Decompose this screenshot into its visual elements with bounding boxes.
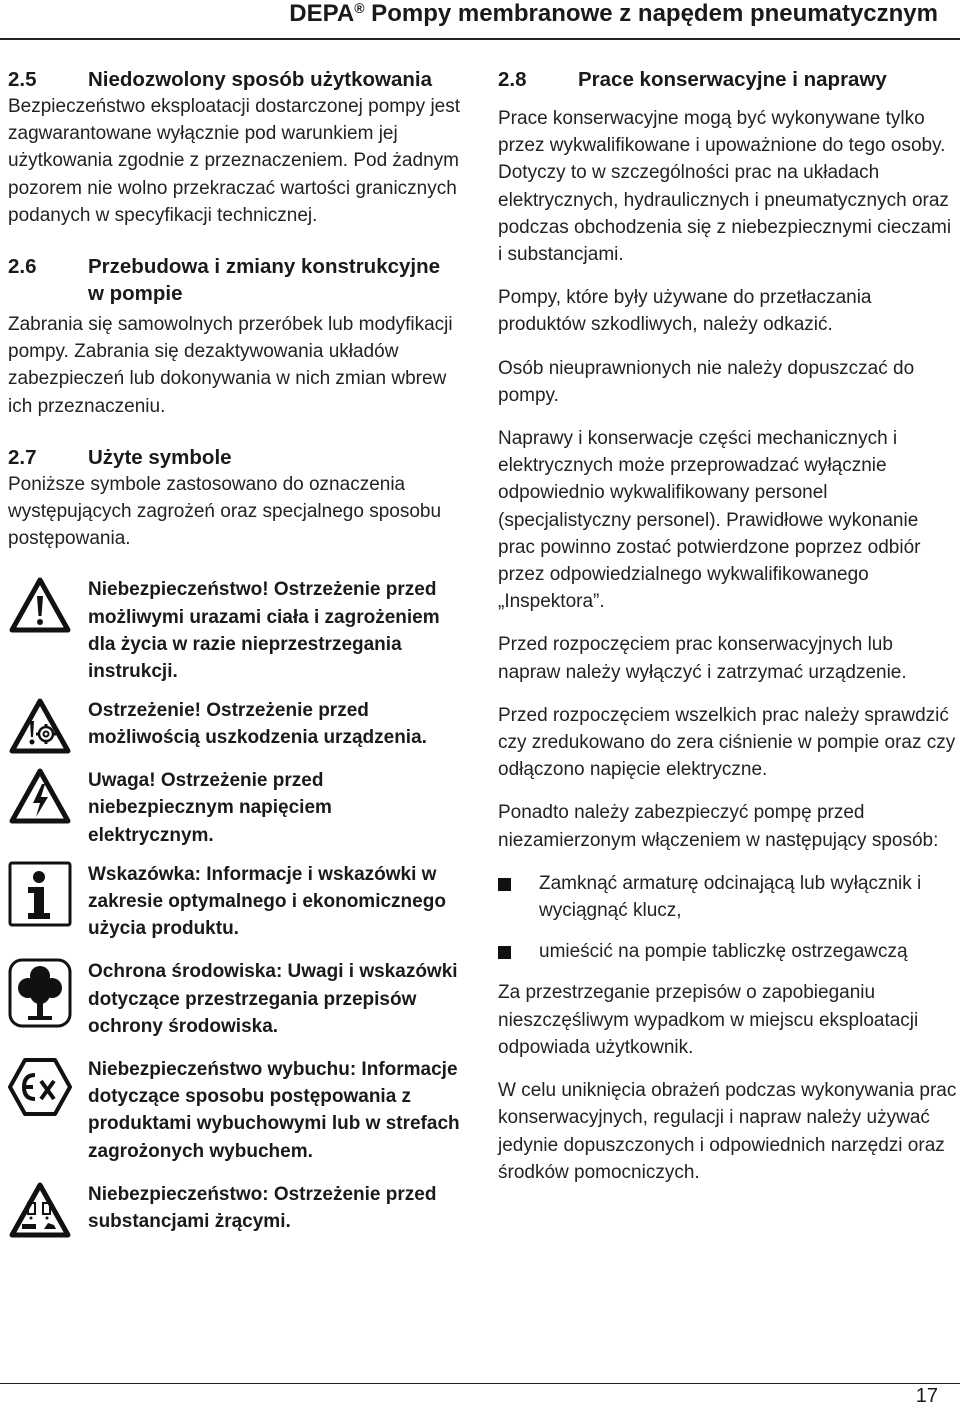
header-divider: [0, 38, 960, 40]
header-title: [289, 0, 938, 28]
header-title-rest: Pompy membranowe z napędem pneumatycznym: [364, 0, 938, 27]
bullet-list: [498, 870, 958, 966]
header-brand: DEPA: [289, 0, 355, 27]
section-number: 2.8: [498, 68, 527, 91]
section-2-6-body: Zabrania się samowolnych przeróbek lub modyfikacji pompy. Zabrania się dezaktywowania układów zabezpieczeń lub dokonywania w nich zmian wbrew ich przeznaczeniu.: [8, 314, 453, 417]
section-title: Prace konserwacyjne i naprawy: [578, 68, 887, 91]
list-item: [498, 870, 958, 924]
symbol-info-row: [8, 861, 460, 943]
paragraph-4: Naprawy i konserwacje części mechanicznych i elektrycznych może przeprowadzać wyłącznie odpowiednio wykwalifikowany personel (specjalistyczny personel). Prawidłowe wykonanie prac powinno zostać potwierdzone poprzez odbiór przez odpowiedzialnego wykwalifikowanego „Inspektora”.: [498, 428, 921, 613]
square-bullet-icon: [498, 878, 511, 891]
section-number: 2.7: [8, 445, 37, 469]
warning-triangle-gear-icon: [8, 697, 88, 755]
info-i-icon: [8, 861, 88, 927]
page-number: 17: [915, 1385, 938, 1407]
left-column: [8, 66, 460, 1239]
symbol-environment-text: Ochrona środowiska: Uwagi i wskazówki dotyczące przestrzegania przepisów ochrony środowiska.: [88, 961, 458, 1037]
paragraph-9: W celu uniknięcia obrażeń podczas wykonywania prac konserwacyjnych, regulacji i napraw należy używać jedynie dopuszczonych i odpowiednich narzędzi oraz środków pomocniczych.: [498, 1080, 957, 1183]
bullet-text: umieścić na pompie tabliczkę ostrzegawczą: [539, 941, 908, 963]
section-title: Niedozwolony sposób użytkowania: [88, 68, 432, 91]
section-number: 2.6: [8, 255, 37, 279]
list-item: [498, 938, 958, 965]
symbol-danger-row: [8, 576, 460, 685]
section-2-7-heading: [8, 444, 460, 471]
paragraph-3: Osób nieuprawnionych nie należy dopuszczać do pompy.: [498, 357, 915, 406]
paragraph-6: Przed rozpoczęciem wszelkich prac należy sprawdzić czy zredukowano do zera ciśnienie w pompie oraz czy odłączono napięcie elektryczne.: [498, 704, 956, 781]
section-2-7-body: Poniższe symbole zastosowano do oznaczenia występujących zagrożeń oraz specjalnego sposobu postępowania.: [8, 473, 442, 550]
right-column: [498, 66, 958, 1186]
paragraph-8: Za przestrzeganie przepisów o zapobieganiu nieszczęśliwym wypadkom w miejscu eksploatacji odpowiada użytkownik.: [498, 982, 919, 1058]
warning-triangle-corrosive-icon: [8, 1181, 88, 1239]
warning-triangle-lightning-icon: [8, 767, 88, 825]
symbol-explosion-text: Niebezpieczeństwo wybuchu: Informacje dotyczące sposobu postępowania z produktami wybuchowymi lub w strefach zagrożonych wybuchem.: [88, 1059, 460, 1162]
symbol-electrical-text: Uwaga! Ostrzeżenie przed niebezpiecznym napięciem elektrycznym.: [88, 770, 332, 846]
symbol-electrical-row: [8, 767, 460, 849]
symbol-environment-row: [8, 958, 460, 1040]
ex-explosion-hexagon-icon: [8, 1056, 88, 1118]
symbol-warning-text: Ostrzeżenie! Ostrzeżenie przed możliwością uszkodzenia urządzenia.: [88, 700, 427, 749]
page-header: [0, 0, 960, 44]
bullet-text: Zamknąć armaturę odcinającą lub wyłącznik i wyciągnąć klucz,: [539, 872, 922, 922]
symbol-info-text: Wskazówka: Informacje i wskazówki w zakresie optymalnego i ekonomicznego użycia produktu.: [88, 863, 446, 940]
warning-triangle-exclamation-icon: [8, 576, 88, 634]
section-title: Przebudowa i zmiany konstrukcyjne w pompie: [88, 255, 441, 306]
paragraph-5: Przed rozpoczęciem prac konserwacyjnych lub napraw należy wyłączyć i zatrzymać urządzenie.: [498, 634, 907, 683]
square-bullet-icon: [498, 946, 511, 959]
symbol-corrosive-row: [8, 1181, 460, 1239]
paragraph-7: Ponadto należy zabezpieczyć pompę przed niezamierzonym włączeniem w następujący sposób:: [498, 802, 939, 851]
symbol-warning-row: [8, 697, 460, 755]
symbol-explosion-row: [8, 1056, 460, 1165]
paragraph-1: Prace konserwacyjne mogą być wykonywane tylko przez wykwalifikowane i upoważnione do tego osoby. Dotyczy to w szczególności prac na układach elektrycznych, hydraulicznych i pneumatycznych oraz podczas obchodzenia się z niebezpiecznymi cieczami i substancjami.: [498, 108, 952, 266]
section-number: 2.5: [8, 68, 37, 91]
tree-environment-icon: [8, 958, 88, 1028]
registered-mark: ®: [354, 0, 365, 16]
symbol-danger-text: Niebezpieczeństwo! Ostrzeżenie przed możliwymi urazami ciała i zagrożeniem dla życia w razie nieprzestrzegania instrukcji.: [88, 579, 440, 683]
paragraph-2: Pompy, które były używane do przetłaczania produktów szkodliwych, należy odkazić.: [498, 287, 872, 336]
symbol-corrosive-text: Niebezpieczeństwo: Ostrzeżenie przed substancjami żrącymi.: [88, 1183, 437, 1233]
section-2-6-heading: [8, 253, 460, 307]
section-2-8-heading: [498, 66, 958, 93]
section-title: Użyte symbole: [88, 445, 232, 469]
section-2-5-heading: [8, 66, 460, 93]
footer-divider: [0, 1383, 960, 1384]
section-2-5-body: Bezpieczeństwo eksploatacji dostarczonej pompy jest zagwarantowane wyłącznie pod warunkiem jej użytkowania zgodnie z przeznaczeniem. Pod żadnym pozorem nie wolno przekraczać wartości granicznych podanych w specyfikacji technicznej.: [8, 96, 461, 226]
